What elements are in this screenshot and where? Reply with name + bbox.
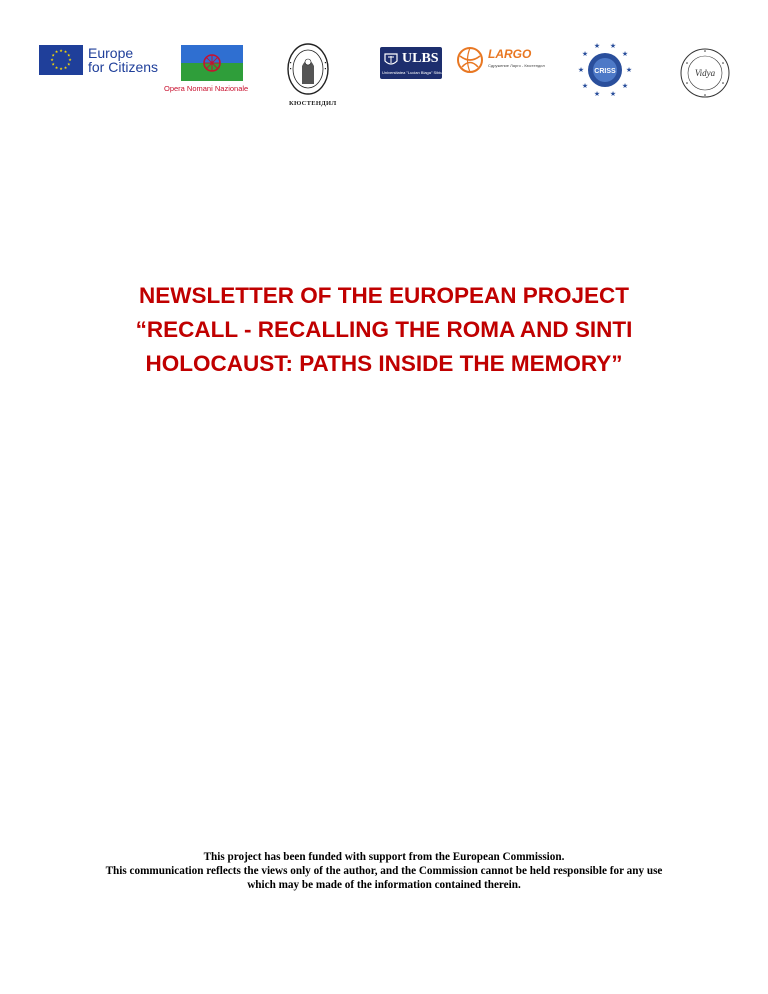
svg-text:★: ★: [67, 61, 71, 67]
svg-text:★: ★: [609, 90, 617, 98]
svg-text:★: ★: [50, 57, 54, 62]
svg-text:★: ★: [593, 90, 601, 98]
svg-text:★: ★: [63, 64, 68, 70]
svg-text:★: ★: [59, 66, 63, 71]
svg-text:★: ★: [54, 49, 59, 55]
svg-text:★: ★: [51, 61, 55, 67]
museum-seal-icon: [286, 42, 330, 108]
svg-text:★: ★: [593, 42, 601, 50]
ulbs-logo-subtitle: Universitatea "Lucian Blaga" Sibiu: [382, 70, 443, 75]
disclaimer-line: which may be made of the information contained therein.: [247, 879, 521, 891]
partner-logos-bar: [0, 0, 768, 120]
ulbs-crest-icon: [383, 52, 399, 68]
svg-text:★: ★: [68, 57, 72, 62]
roma-flag-icon: [181, 45, 243, 81]
svg-text:★: ★: [51, 52, 55, 58]
svg-text:★: ★: [59, 48, 63, 53]
museum-logo-caption: КЮСТЕНДИЛ: [289, 100, 337, 107]
ulbs-logo-name: ULBS: [402, 51, 439, 66]
largo-ball-icon: [456, 46, 484, 74]
svg-text:★: ★: [63, 49, 68, 55]
criss-logo-icon: [573, 42, 637, 98]
svg-text:★: ★: [67, 52, 71, 58]
vidya-logo-icon: [677, 45, 733, 101]
newsletter-title: [84, 279, 684, 381]
svg-text:★: ★: [581, 50, 589, 58]
disclaimer-line: This project has been funded with support from the European Commission.: [203, 851, 565, 863]
svg-text:★: ★: [621, 82, 629, 90]
svg-text:★: ★: [54, 64, 59, 70]
largo-logo-name: LARGO: [488, 47, 532, 61]
funding-disclaimer: [0, 850, 768, 892]
title-line: “RECALL - RECALLING THE ROMA AND SINTI: [135, 317, 633, 342]
disclaimer-line: This communication reflects the views only of the author, and the Commission cannot be held responsible for any use: [105, 865, 663, 877]
svg-text:★: ★: [609, 42, 617, 50]
svg-text:★: ★: [581, 82, 589, 90]
svg-text:★: ★: [577, 66, 585, 74]
eu-flag-icon: [39, 45, 83, 75]
roma-logo-caption: Opera Nomani Nazionale: [164, 84, 249, 93]
criss-logo-name: CRISS: [594, 68, 616, 75]
svg-text:★: ★: [625, 66, 633, 74]
title-line: NEWSLETTER OF THE EUROPEAN PROJECT: [138, 283, 630, 308]
title-line: HOLOCAUST: PATHS INSIDE THE MEMORY”: [145, 351, 623, 376]
eu-logo-text: Europe for Citizens: [88, 45, 159, 75]
vidya-logo-name: Vidya: [694, 68, 716, 78]
largo-logo-subtitle: Сдружение Ларго - Кюстендил: [488, 63, 545, 68]
svg-text:★: ★: [621, 50, 629, 58]
